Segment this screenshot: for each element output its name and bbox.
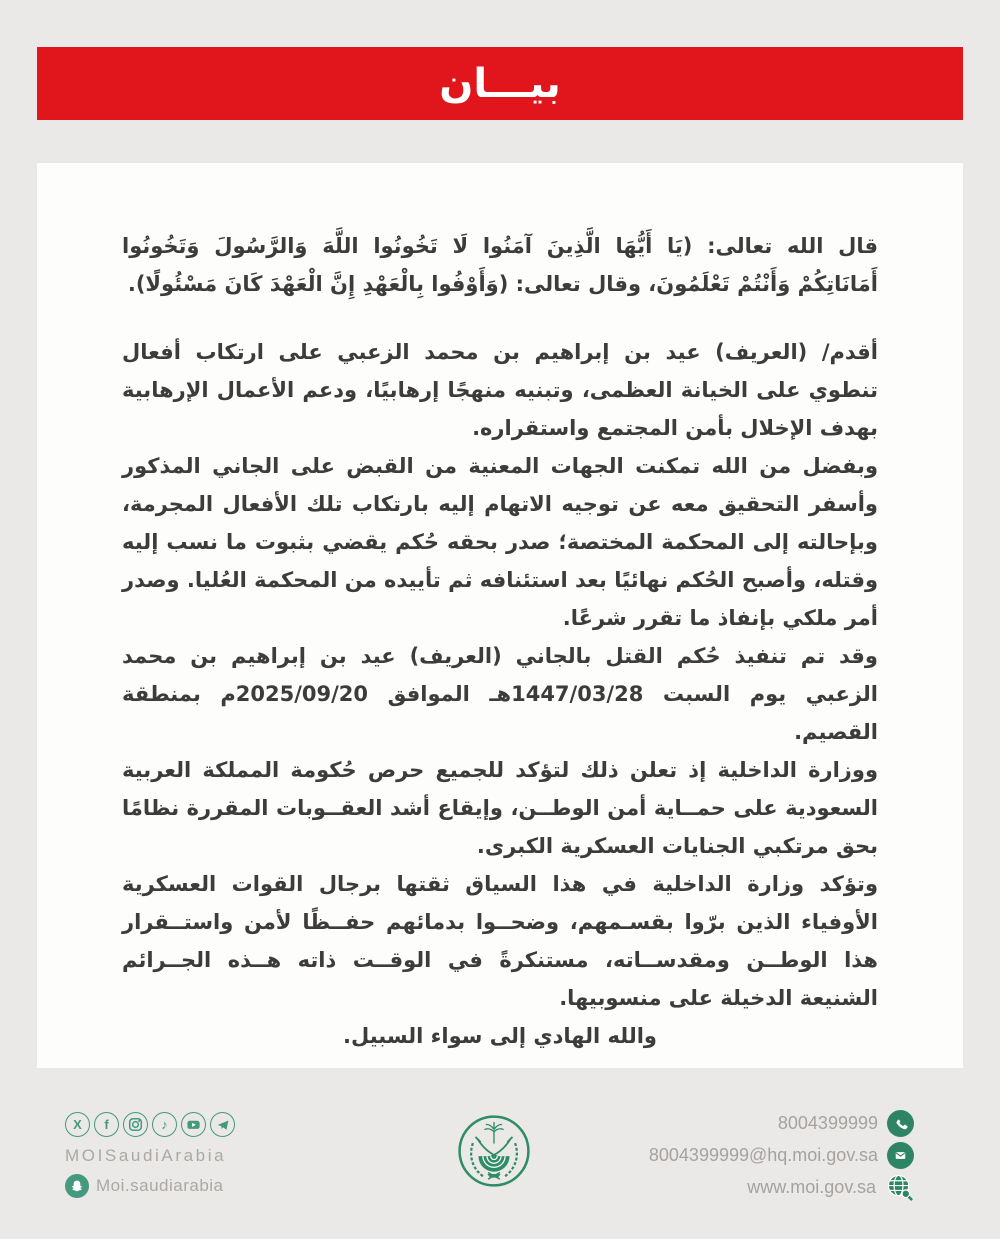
social-icons-row [65, 1112, 235, 1137]
banner-title: بيـــان [439, 60, 561, 107]
contact-block [649, 1110, 914, 1201]
phone-number: 8004399999 [777, 1113, 878, 1133]
website-url: www.moi.gov.sa [747, 1177, 876, 1197]
instagram-icon[interactable] [123, 1112, 148, 1137]
moi-emblem-logo [457, 1114, 531, 1188]
globe-search-icon [885, 1173, 914, 1202]
email-address: 8004399999@hq.moi.gov.sa [648, 1145, 878, 1165]
x-icon[interactable]: X [65, 1112, 90, 1137]
footer [0, 1100, 1000, 1220]
phone-icon [887, 1110, 914, 1137]
quran-verse-paragraph: قال الله تعالى: (يَا أَيُّهَا الَّذِينَ آمَنُوا لَا تَخُونُوا اللَّهَ وَالرَّسُولَ وَتَخُونُوا أَمَانَاتِكُمْ وَأَنْتُمْ تَعْلَمُونَ، وقال تعالى: (وَأَوْفُوا بِالْعَهْدِ إِنَّ الْعَهْدَ كَانَ مَسْئُولًا). [122, 234, 878, 296]
facebook-icon[interactable]: f [94, 1112, 119, 1137]
statement-paragraph-ministry-assertion: ووزارة الداخلية إذ تعلن ذلك لتؤكد للجميع حرص حُكومة المملكة العربية السعودية على حمــاية أمن الوطــن، وإيقاع أشد العقــوبات المقررة نظامًا بحق مرتكبي الجنايات العسكرية الكبرى. [122, 758, 878, 858]
social-block [65, 1112, 235, 1198]
statement-paragraph-trial: وبفضل من الله تمكنت الجهات المعنية من القبض على الجاني المذكور وأسفر التحقيق معه عن توجيه الاتهام إليه بارتكاب تلك الأفعال المجرمة، وبإحالته إلى المحكمة المختصة؛ صدر بحقه حُكم يقضي بثبوت ما نسب إليه وقتله، وأصبح الحُكم نهائيًا بعد استئنافه ثم تأييده من المحكمة العُليا. وصدر أمر ملكي بإنفاذ ما تقرر شرعًا. [122, 454, 878, 630]
social-handle: MOISaudiArabia [65, 1146, 227, 1165]
website-row[interactable] [649, 1174, 914, 1201]
tiktok-icon[interactable]: ♪ [152, 1112, 177, 1137]
statement-paragraph-crime: أقدم/ (العريف) عيد بن إبراهيم بن محمد الزعبي على ارتكاب أفعال تنطوي على الخيانة العظمى، وتبنيه منهجًا إرهابيًا، ودعم الأعمال الإرهابية بهدف الإخلال بأمن المجتمع واستقراره. [122, 340, 878, 440]
snapchat-row[interactable] [65, 1174, 235, 1198]
statement-body [37, 163, 963, 1055]
closing-line: والله الهادي إلى سواء السبيل. [343, 1024, 657, 1048]
statement-card [37, 163, 963, 1068]
snapchat-icon[interactable] [65, 1174, 89, 1198]
youtube-icon[interactable] [181, 1112, 206, 1137]
statement-paragraph-armed-forces: وتؤكد وزارة الداخلية في هذا السياق ثقتها برجال القوات العسكرية الأوفياء الذين برّوا بقسـمهم، وضحــوا بدمائهم حفــظًا لأمن واستــقرار هذا الوطــن ومقدســاته، مستنكرةً في الوقــت ذاته هــذه الجــرائم الشنيعة الدخيلة على منسوبيها. [122, 872, 878, 1010]
mail-icon [887, 1142, 914, 1169]
phone-row[interactable] [649, 1110, 914, 1137]
statement-paragraph-execution: وقد تم تنفيذ حُكم القتل بالجاني (العريف) عيد بن إبراهيم بن محمد الزعبي يوم السبت 1447/03/28هـ الموافق 2025/09/20م بمنطقة القصيم. [122, 644, 878, 744]
email-row[interactable] [649, 1142, 914, 1169]
telegram-icon[interactable] [210, 1112, 235, 1137]
statement-banner [37, 47, 963, 120]
snapchat-handle: Moi.saudiarabia [96, 1176, 224, 1195]
